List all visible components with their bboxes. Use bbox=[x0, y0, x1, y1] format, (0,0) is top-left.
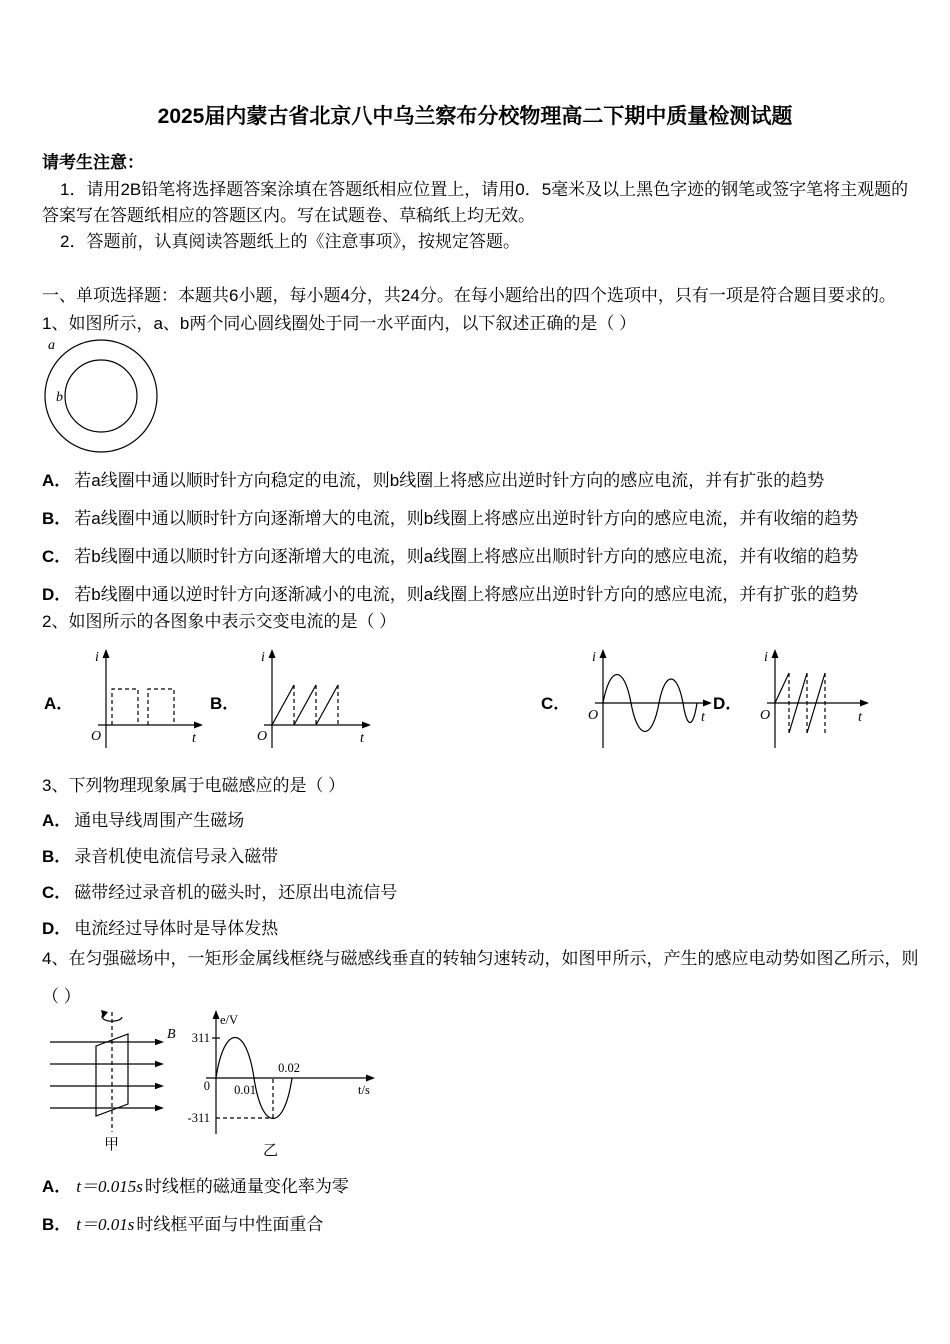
question-2-stem: 2、如图所示的各图象中表示交变电流的是（ ） bbox=[42, 612, 397, 631]
option-math: t＝0.01s bbox=[76, 1215, 135, 1234]
option-letter: C． bbox=[42, 883, 72, 902]
x-axis-label: t bbox=[192, 731, 197, 746]
graph-d-label: D． bbox=[713, 693, 743, 713]
y-min-label: -311 bbox=[187, 1111, 210, 1125]
question-4-stem-line-2: （ ） bbox=[42, 987, 81, 1006]
exam-title: 2025届内蒙古省北京八中乌兰察布分校物理高二下期中质量检测试题 bbox=[157, 105, 793, 128]
q2-graph-c bbox=[541, 645, 715, 757]
q1-option-a bbox=[42, 466, 938, 491]
origin-label: O bbox=[588, 708, 599, 723]
q2-graph-a bbox=[44, 645, 206, 757]
option-text: 通电导线周围产生磁场 bbox=[74, 811, 245, 830]
option-letter: B． bbox=[42, 509, 72, 528]
y-axis-label: i bbox=[764, 650, 769, 665]
x-axis-label: t bbox=[858, 710, 863, 725]
notice-item-1: 1．请用2B铅笔将选择题答案涂填在答题纸相应位置上，请用0．5毫米及以上黑色字迹的钢笔或签字笔将主观题的答案写在答题纸相应的答题区内。写在试题卷、草稿纸上均无效。 bbox=[42, 180, 909, 225]
graph-b-label: B． bbox=[210, 693, 240, 713]
coil-a-label: a bbox=[48, 338, 55, 353]
x-axis-label: t bbox=[360, 731, 365, 746]
concentric-coils-figure bbox=[40, 331, 215, 461]
option-text: 电流经过导体时是导体发热 bbox=[74, 919, 279, 938]
time-axis-label: t/s bbox=[358, 1083, 370, 1097]
origin-label: O bbox=[91, 729, 102, 744]
origin-label: O bbox=[257, 729, 268, 744]
coil-b-label: b bbox=[56, 390, 63, 405]
graph-c-sine-wave bbox=[575, 645, 715, 757]
emf-axis-label: e/V bbox=[220, 1013, 239, 1027]
q1-option-d bbox=[42, 580, 938, 605]
q4-option-b bbox=[42, 1210, 938, 1235]
q2-graph-d bbox=[713, 645, 872, 757]
origin-label: 0 bbox=[203, 1079, 210, 1093]
question-4-stem-line-1: 4、在匀强磁场中，一矩形金属线框绕与磁感线垂直的转轴匀速转动，如图甲所示，产生的感应电动势如图乙所示，则 bbox=[42, 949, 919, 968]
option-text: 若b线圈中通以逆时针方向逐渐减小的电流，则a线圈上将感应出逆时针方向的感应电流，并有扩张的趋势 bbox=[74, 585, 859, 604]
emf-graph-figure bbox=[158, 1008, 393, 1158]
option-letter: B． bbox=[42, 847, 72, 866]
x-tick-001-label: 0.01 bbox=[234, 1083, 256, 1097]
y-axis-label: i bbox=[592, 650, 597, 665]
option-letter: A． bbox=[42, 1177, 72, 1196]
option-letter: A． bbox=[42, 471, 72, 490]
q3-option-d bbox=[42, 914, 938, 939]
question-1-stem: 1、如图所示，a、b两个同心圆线圈处于同一水平面内，以下叙述正确的是（ ） bbox=[42, 314, 637, 333]
graph-a-label: A． bbox=[44, 693, 74, 713]
q2-graph-b bbox=[210, 645, 374, 757]
option-text: 磁带经过录音机的磁头时，还原出电流信号 bbox=[74, 883, 398, 902]
option-text: 若a线圈中通以顺时针方向逐渐增大的电流，则b线圈上将感应出逆时针方向的感应电流，并有收缩的趋势 bbox=[74, 509, 859, 528]
figure-yi-caption: 乙 bbox=[263, 1142, 279, 1158]
option-letter: C． bbox=[42, 547, 72, 566]
x-axis-label: t bbox=[701, 710, 706, 725]
option-letter: D． bbox=[42, 919, 72, 938]
option-text: 时线框平面与中性面重合 bbox=[136, 1215, 324, 1234]
x-tick-002-label: 0.02 bbox=[278, 1061, 300, 1075]
graph-a-dashed-square-wave bbox=[78, 645, 206, 757]
q3-option-c bbox=[42, 878, 938, 903]
origin-label: O bbox=[760, 708, 771, 723]
y-axis-label: i bbox=[261, 650, 266, 665]
q1-option-b bbox=[42, 504, 938, 529]
q4-figure-yi bbox=[158, 1008, 393, 1163]
figure-jia-caption: 甲 bbox=[104, 1136, 120, 1153]
option-math: t＝0.015s bbox=[76, 1177, 143, 1196]
y-axis-label: i bbox=[95, 650, 100, 665]
option-letter: A． bbox=[42, 811, 72, 830]
notice-header: 请考生注意： bbox=[42, 153, 144, 172]
q3-option-b bbox=[42, 842, 938, 867]
graph-b-sawtooth-wave bbox=[244, 645, 374, 757]
option-text: 若b线圈中通以顺时针方向逐渐增大的电流，则a线圈上将感应出顺时针方向的感应电流，并有收缩的趋势 bbox=[74, 547, 859, 566]
graph-d-bipolar-sawtooth-wave bbox=[747, 645, 872, 757]
y-max-label: 311 bbox=[191, 1031, 210, 1045]
option-text: 录音机使电流信号录入磁带 bbox=[74, 847, 279, 866]
magnetic-field-label: B bbox=[167, 1027, 176, 1042]
q3-option-a bbox=[42, 806, 938, 831]
question-3-stem: 3、下列物理现象属于电磁感应的是（ ） bbox=[42, 776, 346, 795]
notice-item-2: 2．答题前，认真阅读答题纸上的《注意事项》，按规定答题。 bbox=[60, 232, 520, 251]
coil-b-circle bbox=[65, 360, 137, 432]
option-text: 时线框的磁通量变化率为零 bbox=[144, 1177, 349, 1196]
option-letter: B． bbox=[42, 1215, 72, 1234]
question-1-figure bbox=[40, 331, 215, 466]
section-1-header: 一、单项选择题：本题共6小题，每小题4分，共24分。在每小题给出的四个选项中，只有一项是符合题目要求的。 bbox=[42, 286, 896, 305]
option-letter: D． bbox=[42, 585, 72, 604]
q4-option-a bbox=[42, 1172, 938, 1197]
option-text: 若a线圈中通以顺时针方向稳定的电流，则b线圈上将感应出逆时针方向的感应电流，并有扩张的趋势 bbox=[74, 471, 825, 490]
graph-c-label: C． bbox=[541, 693, 571, 713]
q1-option-c bbox=[42, 542, 938, 567]
